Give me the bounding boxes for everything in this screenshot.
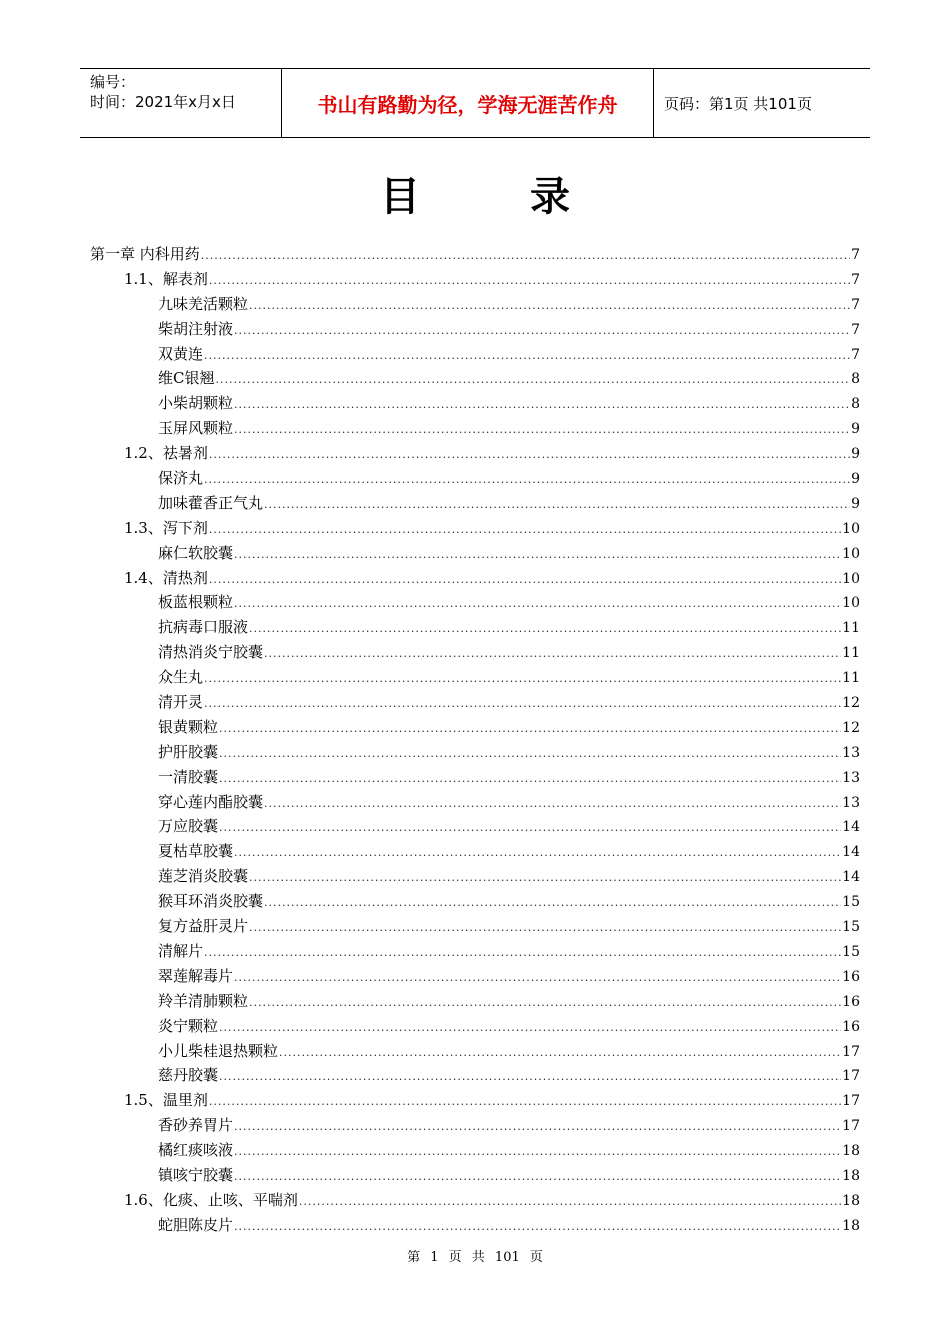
toc-entry-page: 15 <box>842 894 860 911</box>
toc-entry-label: 护肝胶囊 <box>158 742 219 761</box>
toc-entry-page: 12 <box>842 719 860 736</box>
toc-entry-page: 17 <box>842 1118 860 1135</box>
header-meta <box>80 69 281 137</box>
toc-entry-page: 11 <box>842 670 860 687</box>
toc-entry-label: 维C银翘 <box>158 369 215 388</box>
toc-entry[interactable] <box>90 691 860 716</box>
toc-dot-leader <box>249 992 841 1014</box>
toc-entry[interactable] <box>90 293 860 318</box>
toc-dot-leader <box>234 1216 841 1238</box>
toc-entry-page: 7 <box>851 247 860 263</box>
toc-entry-label: 镇咳宁胶囊 <box>158 1165 234 1184</box>
toc-entry[interactable] <box>90 1164 860 1189</box>
toc-entry-page: 12 <box>842 695 860 712</box>
toc-dot-leader <box>209 1091 841 1113</box>
toc-entry-page: 9 <box>851 421 860 438</box>
toc-entry-label: 银黄颗粒 <box>158 717 219 736</box>
toc-entry-label: 小儿柴桂退热颗粒 <box>158 1041 279 1060</box>
toc-entry-page: 13 <box>842 794 860 811</box>
toc-entry-page: 18 <box>842 1217 860 1234</box>
toc-entry[interactable] <box>90 343 860 368</box>
toc-entry-label: 麻仁软胶囊 <box>158 543 234 562</box>
serial-number-label: 编号： <box>90 73 136 91</box>
toc-entry[interactable] <box>90 417 860 442</box>
toc-dot-leader <box>299 1191 841 1213</box>
toc-entry-label: 清解片 <box>158 941 204 960</box>
toc-entry[interactable] <box>90 243 860 268</box>
toc-entry[interactable] <box>90 915 860 940</box>
toc-entry-label: 慈丹胶囊 <box>158 1066 219 1085</box>
toc-entry-label: 1.2、祛暑剂 <box>124 444 208 463</box>
toc-dot-leader <box>249 867 841 889</box>
toc-entry-label: 清开灵 <box>158 693 204 712</box>
toc-dot-leader <box>234 1166 841 1188</box>
toc-entry-page: 13 <box>842 769 860 786</box>
toc-entry-page: 18 <box>842 1192 860 1209</box>
toc-entry-label: 香砂养胃片 <box>158 1116 234 1135</box>
date-label: 时间：2021年x月x日 <box>90 93 236 111</box>
toc-dot-leader <box>249 618 841 640</box>
toc-dot-leader <box>209 519 841 541</box>
toc-entry-page: 7 <box>851 271 860 288</box>
toc-entry-label: 羚羊清肺颗粒 <box>158 991 249 1010</box>
toc-entry[interactable] <box>90 517 860 542</box>
toc-entry[interactable] <box>90 716 860 741</box>
toc-dot-leader <box>219 743 841 765</box>
toc-entry[interactable] <box>90 1089 860 1114</box>
toc-entry[interactable] <box>90 392 860 417</box>
toc-dot-leader <box>264 793 841 815</box>
toc-entry-label: 穿心莲内酯胶囊 <box>158 792 264 811</box>
toc-dot-leader <box>234 394 850 416</box>
toc-entry-page: 7 <box>851 296 860 313</box>
toc-entry-label: 抗病毒口服液 <box>158 618 249 637</box>
toc-entry[interactable] <box>90 268 860 293</box>
toc-entry-page: 18 <box>842 1167 860 1184</box>
toc-entry-page: 15 <box>842 919 860 936</box>
toc-entry-page: 14 <box>842 819 860 836</box>
toc-entry-page: 17 <box>842 1093 860 1110</box>
document-header <box>80 68 870 138</box>
toc-entry[interactable] <box>90 1064 860 1089</box>
toc-entry[interactable] <box>90 666 860 691</box>
toc-entry-page: 16 <box>842 993 860 1010</box>
toc-entry-label: 万应胶囊 <box>158 817 219 836</box>
toc-entry[interactable] <box>90 542 860 567</box>
toc-entry-page: 18 <box>842 1143 860 1160</box>
toc-entry-page: 10 <box>842 520 860 537</box>
toc-entry-label: 清热消炎宁胶囊 <box>158 643 264 662</box>
toc-entry[interactable] <box>90 890 860 915</box>
toc-dot-leader <box>234 1116 841 1138</box>
toc-entry[interactable] <box>90 318 860 343</box>
toc-dot-leader <box>234 320 850 342</box>
toc-entry[interactable] <box>90 467 860 492</box>
toc-dot-leader <box>249 917 841 939</box>
toc-entry-label: 1.4、清热剂 <box>124 568 208 587</box>
toc-dot-leader <box>209 569 841 591</box>
toc-dot-leader <box>219 768 841 790</box>
toc-entry[interactable] <box>90 1139 860 1164</box>
toc-entry-label: 翠莲解毒片 <box>158 966 234 985</box>
toc-entry[interactable] <box>90 591 860 616</box>
toc-entry[interactable] <box>90 1015 860 1040</box>
toc-entry[interactable] <box>90 1040 860 1065</box>
toc-dot-leader <box>209 444 850 466</box>
toc-entry-page: 9 <box>851 446 860 463</box>
toc-entry-label: 莲芝消炎胶囊 <box>158 867 249 886</box>
toc-entry[interactable] <box>90 492 860 517</box>
toc-dot-leader <box>264 892 841 914</box>
toc-entry-label: 1.1、解表剂 <box>124 269 208 288</box>
toc-entry-page: 17 <box>842 1043 860 1060</box>
toc-entry-page: 11 <box>842 620 860 637</box>
toc-dot-leader <box>204 942 841 964</box>
toc-entry-label: 众生丸 <box>158 668 204 687</box>
toc-entry-label: 蛇胆陈皮片 <box>158 1215 234 1234</box>
toc-entry-label: 夏枯草胶囊 <box>158 842 234 861</box>
toc-entry-page: 9 <box>851 471 860 488</box>
toc-entry[interactable] <box>90 965 860 990</box>
toc-dot-leader <box>204 668 841 690</box>
toc-entry-label: 一清胶囊 <box>158 767 219 786</box>
toc-entry[interactable] <box>90 741 860 766</box>
toc-entry-label: 柴胡注射液 <box>158 319 234 338</box>
toc-entry-label: 1.6、化痰、止咳、平喘剂 <box>124 1190 298 1209</box>
toc-entry-page: 8 <box>851 371 860 388</box>
toc-entry[interactable] <box>90 1189 860 1214</box>
toc-entry-page: 10 <box>842 595 860 612</box>
toc-entry-page: 11 <box>842 645 860 662</box>
toc-entry-page: 14 <box>842 844 860 861</box>
toc-entry-label: 猴耳环消炎胶囊 <box>158 892 264 911</box>
toc-entry[interactable] <box>90 791 860 816</box>
toc-dot-leader <box>209 270 850 292</box>
toc-entry[interactable] <box>90 865 860 890</box>
toc-entry-page: 7 <box>851 346 860 363</box>
toc-entry-page: 16 <box>842 968 860 985</box>
table-of-contents <box>90 243 860 1239</box>
toc-entry-label: 炎宁颗粒 <box>158 1016 219 1035</box>
toc-entry[interactable] <box>90 815 860 840</box>
toc-entry-label: 板蓝根颗粒 <box>158 593 234 612</box>
toc-dot-leader <box>264 494 850 516</box>
toc-entry-label: 小柴胡颗粒 <box>158 394 234 413</box>
toc-entry-label: 保济丸 <box>158 469 204 488</box>
toc-entry-page: 7 <box>851 321 860 338</box>
toc-entry[interactable] <box>90 567 860 592</box>
toc-entry[interactable] <box>90 840 860 865</box>
toc-dot-leader <box>215 369 850 391</box>
toc-entry-label: 第一章 内科用药 <box>90 245 200 263</box>
header-page-info: 页码：第1页 共101页 <box>664 94 812 113</box>
toc-dot-leader <box>201 245 850 267</box>
toc-entry-page: 14 <box>842 869 860 886</box>
toc-entry-label: 加味藿香正气丸 <box>158 493 264 512</box>
toc-dot-leader <box>234 842 841 864</box>
toc-dot-leader <box>279 1042 841 1064</box>
toc-entry[interactable] <box>90 940 860 965</box>
toc-entry-page: 10 <box>842 545 860 562</box>
toc-entry[interactable] <box>90 367 860 392</box>
toc-dot-leader <box>249 295 850 317</box>
toc-entry-label: 双黄连 <box>158 344 204 363</box>
toc-entry[interactable] <box>90 442 860 467</box>
toc-entry[interactable] <box>90 616 860 641</box>
toc-entry[interactable] <box>90 990 860 1015</box>
toc-dot-leader <box>219 1017 841 1039</box>
toc-dot-leader <box>264 643 841 665</box>
toc-dot-leader <box>219 718 841 740</box>
toc-dot-leader <box>219 817 841 839</box>
toc-entry-page: 16 <box>842 1018 860 1035</box>
toc-entry-page: 13 <box>842 744 860 761</box>
toc-dot-leader <box>219 1066 841 1088</box>
toc-entry-label: 1.3、泻下剂 <box>124 518 208 537</box>
toc-entry-page: 8 <box>851 396 860 413</box>
toc-dot-leader <box>204 469 850 491</box>
toc-entry-page: 17 <box>842 1068 860 1085</box>
header-motto: 书山有路勤为径，学海无涯苦作舟 <box>281 69 654 137</box>
toc-entry-label: 玉屏风颗粒 <box>158 419 234 438</box>
toc-dot-leader <box>204 693 841 715</box>
toc-entry[interactable] <box>90 766 860 791</box>
toc-entry[interactable] <box>90 641 860 666</box>
toc-dot-leader <box>234 967 841 989</box>
toc-dot-leader <box>234 544 841 566</box>
toc-entry-label: 1.5、温里剂 <box>124 1091 208 1110</box>
toc-dot-leader <box>204 345 850 367</box>
toc-entry-page: 10 <box>842 570 860 587</box>
toc-title: 目 录 <box>380 173 618 220</box>
toc-entry[interactable] <box>90 1114 860 1139</box>
toc-entry-page: 15 <box>842 943 860 960</box>
toc-entry[interactable] <box>90 1214 860 1239</box>
toc-entry-page: 9 <box>851 495 860 512</box>
toc-dot-leader <box>234 1141 841 1163</box>
toc-dot-leader <box>234 593 841 615</box>
page-footer: 第 1 页 共 101 页 <box>407 1250 543 1265</box>
toc-entry-label: 九味羌活颗粒 <box>158 294 249 313</box>
toc-dot-leader <box>234 419 850 441</box>
toc-entry-label: 复方益肝灵片 <box>158 917 249 936</box>
toc-entry-label: 橘红痰咳液 <box>158 1141 234 1160</box>
